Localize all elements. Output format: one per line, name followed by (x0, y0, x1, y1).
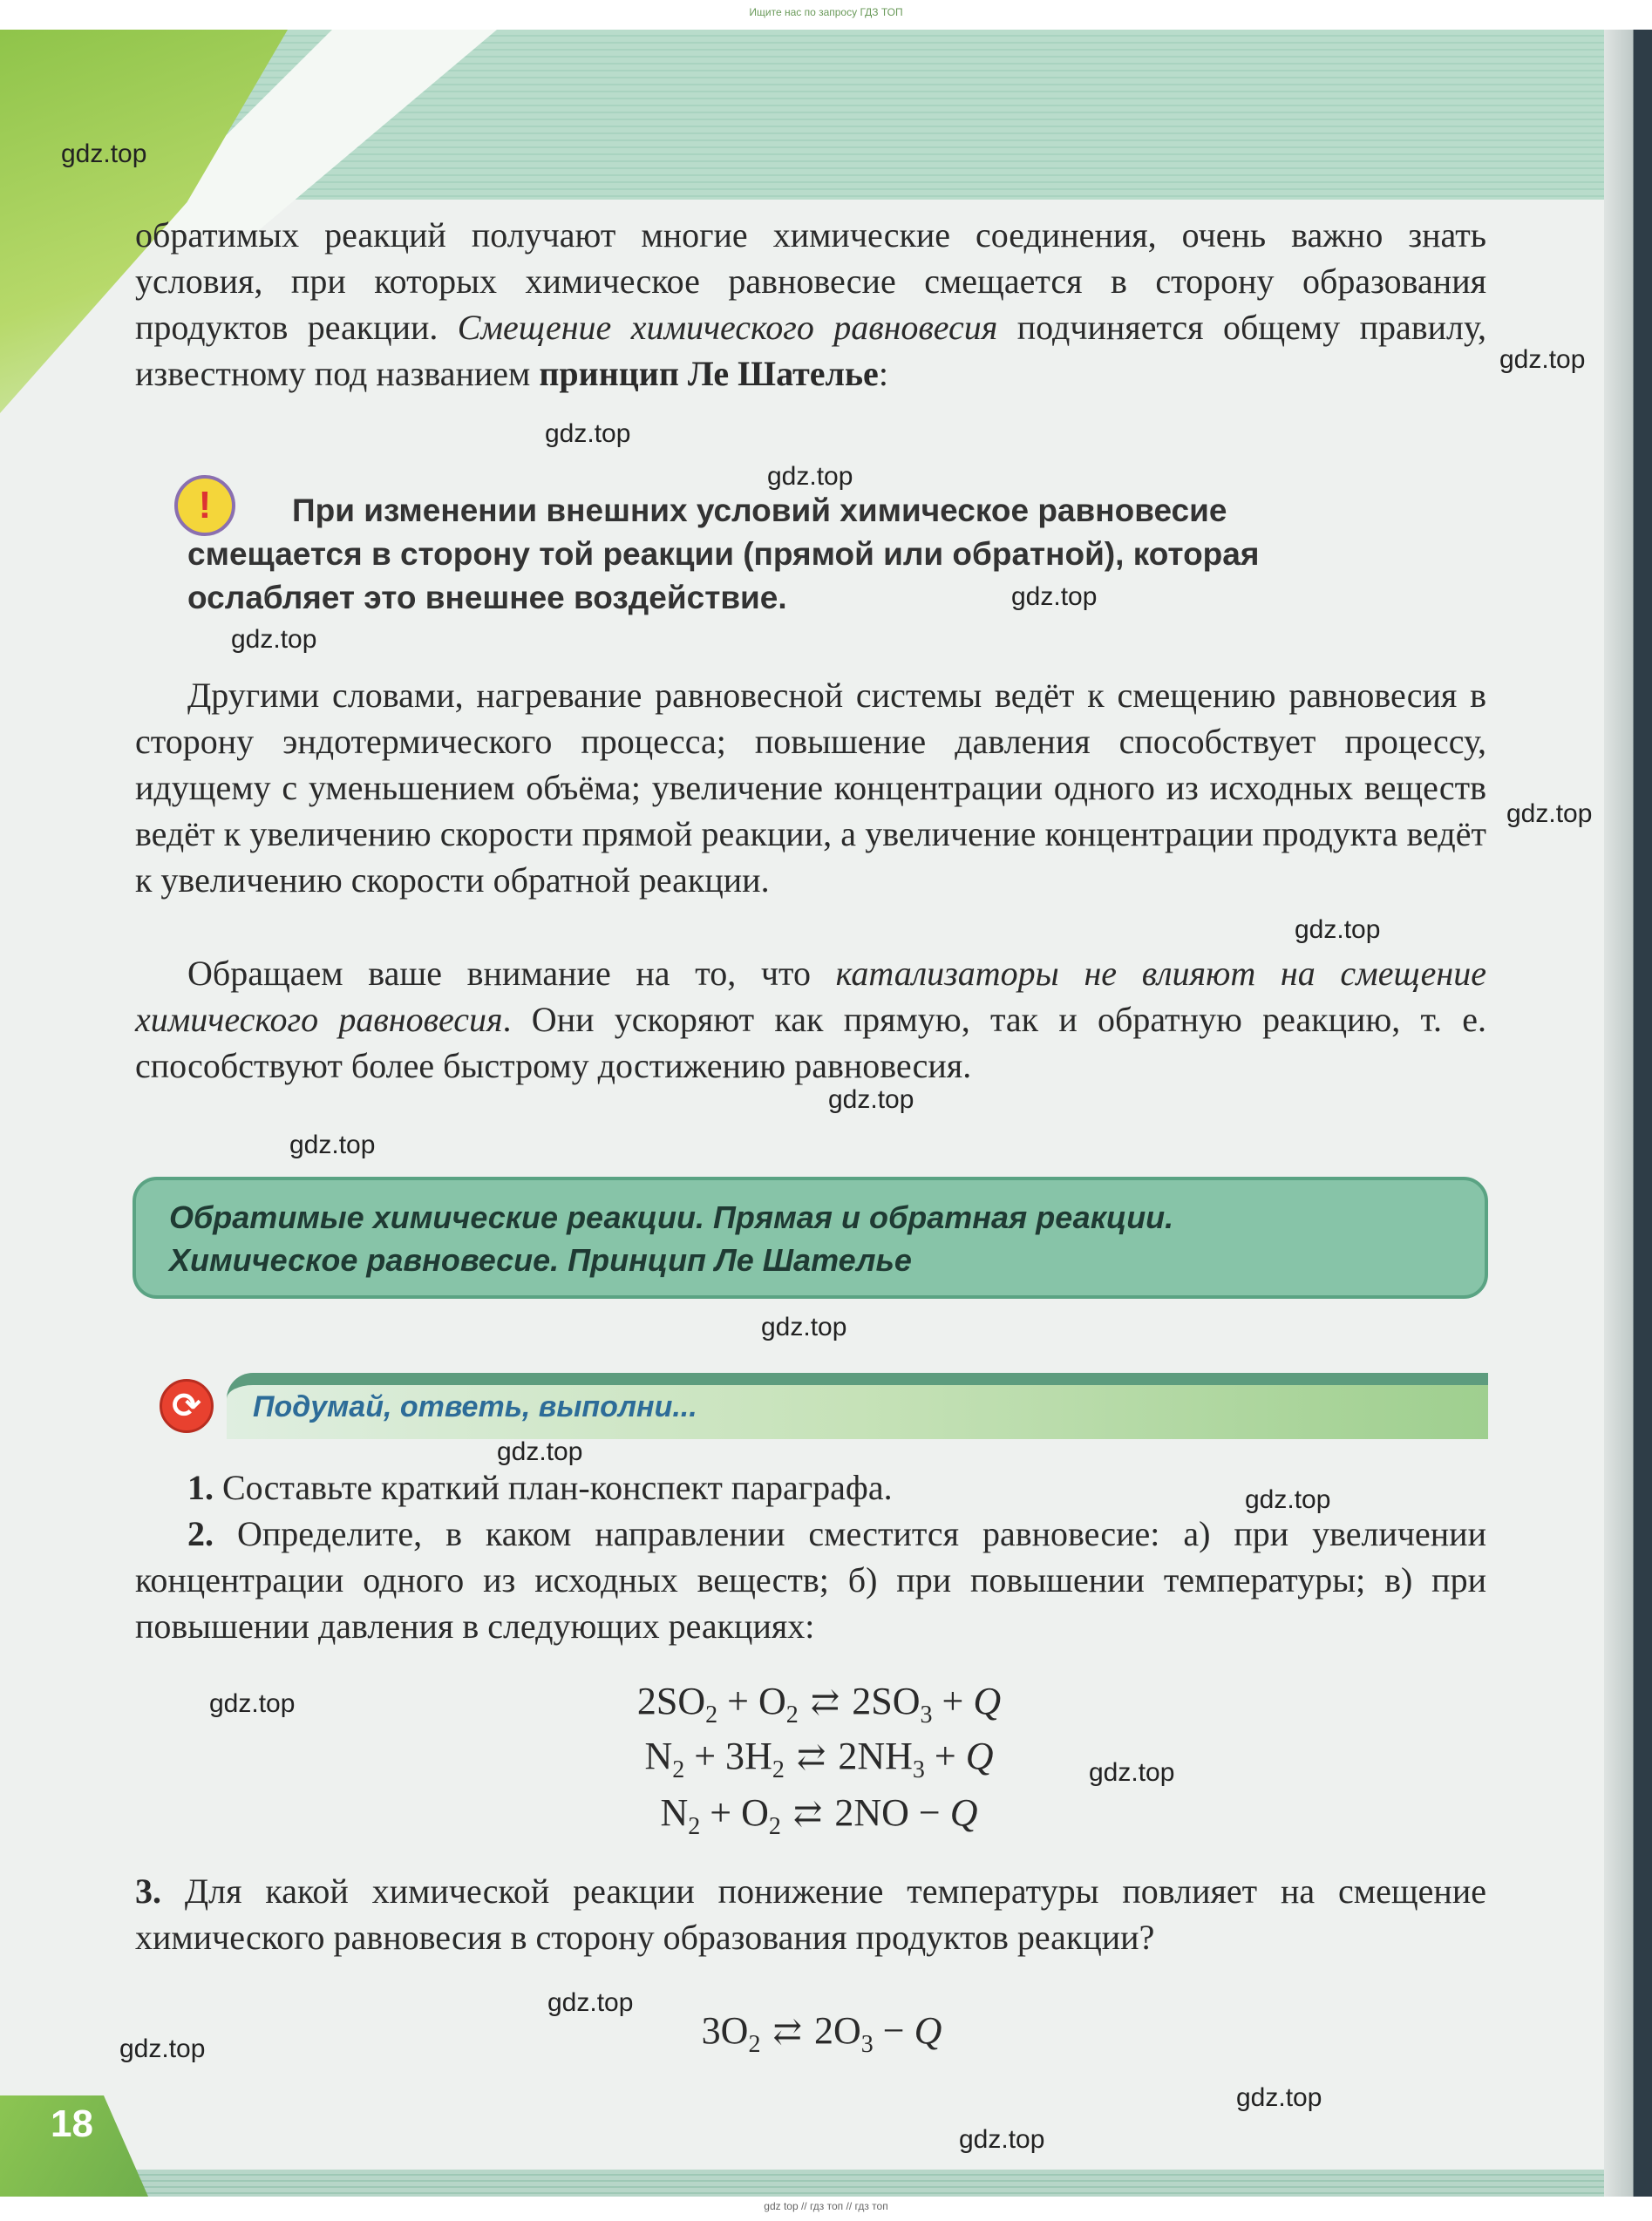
equilibrium-arrow-icon: ⇄ (796, 1737, 826, 1776)
question-1: 1. Составьте краткий план-конспект параграфа. (187, 1468, 893, 1507)
watermark: gdz.top (1089, 1758, 1175, 1787)
page-edge (1604, 30, 1652, 2197)
equation-ozone: $3O_2$ ⇄ $2O_3 - Q$ (0, 2005, 1648, 2071)
watermark: gdz.top (828, 1085, 914, 1114)
watermark: gdz.top (761, 1313, 847, 1341)
paragraph-explanation: Другими словами, нагревание равновесной системы ведёт к смещению равновесия в сторону эндотермического процесса; повышение давления способствует процессу, идущему с уменьшением объёма; увеличение концентрации одного из исходных веществ ведёт к увеличению скорости прямой реакции, а увеличение концентрации продукта ведёт к увеличению скорости обратной реакции. (135, 676, 1486, 900)
equation-no: $N_2 + O_2$ ⇄ 2NO − Q (0, 1787, 1645, 1853)
watermark: gdz.top (1245, 1485, 1331, 1514)
paragraph-intro: обратимых реакций получают многие химические соединения, очень важно знать условия, при которых химическое равновесие смещается в сторону образования продуктов реакции. Смещение химического равновесия подчиняется общему правилу, известному под названием принцип Ле Шателье: (135, 215, 1486, 393)
watermark: gdz.top (1295, 915, 1381, 944)
header-note: Ищите нас по запросу ГДЗ ТОП (749, 6, 903, 18)
equation-nh3: $N_2 + 3H_2$ ⇄ $2NH_3 + Q$ (0, 1730, 1645, 1796)
bottom-band (0, 2170, 1604, 2197)
watermark: gdz.top (119, 2034, 206, 2063)
questions-title: Подумай, ответь, выполни... (253, 1390, 697, 1423)
equilibrium-arrow-icon: ⇄ (772, 2012, 802, 2051)
le-chatelier-rule: При изменении внешних условий химическое равновесие смещается в сторону той реакции (прямой или обратной), которая ослабляет это внешнее воздействие. (187, 492, 1260, 615)
watermark: gdz.top (959, 2125, 1045, 2154)
watermark: gdz.top (1236, 2083, 1322, 2112)
watermark: gdz.top (547, 1988, 634, 2017)
watermark: gdz.top (545, 419, 631, 448)
paragraph-catalysts: Обращаем ваше внимание на то, что катализаторы не влияют на смещение химического равновесия. Они ускоряют как прямую, так и обратную реакцию, т. е. способствуют более быстрому достижению равновесия. (135, 954, 1487, 1085)
watermark: gdz.top (767, 462, 853, 491)
equilibrium-arrow-icon: ⇄ (792, 1794, 823, 1833)
watermark: gdz.top (209, 1689, 296, 1718)
page-number: 18 (51, 2102, 93, 2145)
exclamation-icon: ! (174, 475, 235, 536)
question-3: 3. Для какой химической реакции понижение температуры повлияет на смещение химического равновесия в сторону образования продуктов реакции? (135, 1871, 1486, 1957)
watermark: gdz.top (231, 625, 317, 654)
footer-note: gdz top // гдз топ // гдз топ (764, 2200, 888, 2212)
watermark: gdz.top (61, 139, 147, 168)
refresh-icon: ⟳ (160, 1379, 214, 1433)
equation-so2: $2SO_2 + O_2$ ⇄ $2SO_3 + Q$ (0, 1675, 1645, 1742)
watermark: gdz.top (1011, 582, 1098, 611)
watermark: gdz.top (1499, 345, 1586, 374)
watermark: gdz.top (289, 1131, 376, 1159)
equilibrium-arrow-icon: ⇄ (810, 1682, 840, 1722)
keywords-box: Обратимые химические реакции. Прямая и обратная реакции. Химическое равновесие. Принцип Ле Шателье (133, 1177, 1488, 1299)
watermark: gdz.top (1506, 799, 1593, 828)
watermark: gdz.top (497, 1437, 583, 1466)
question-2: 2. Определите, в каком направлении сместится равновесие: а) при увеличении концентрации одного из исходных веществ; б) при повышении температуры; в) при повышении давления в следующих реакциях: (135, 1514, 1486, 1646)
